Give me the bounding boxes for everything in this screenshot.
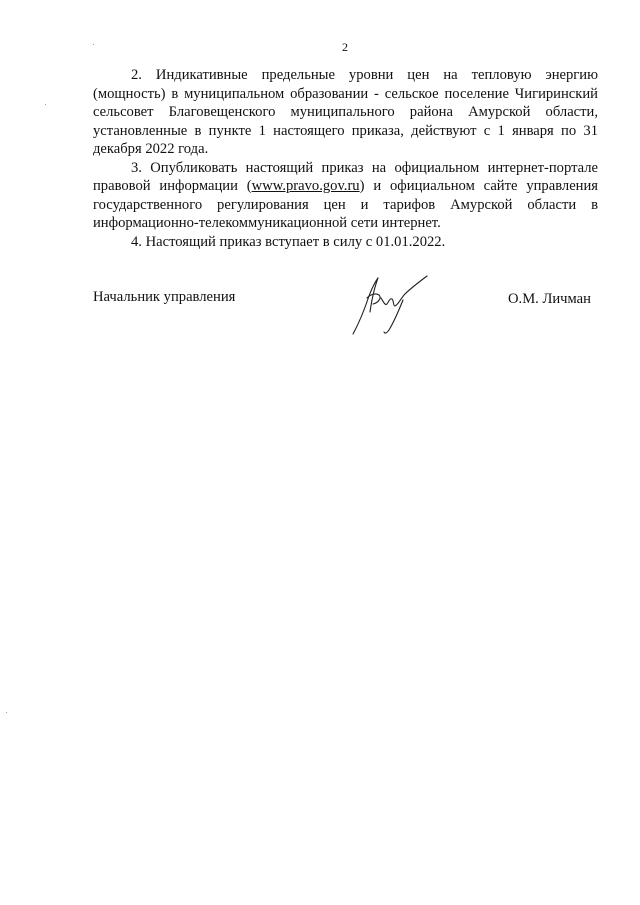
paragraph-2: 2. Индикативные предельные уровни цен на тепловую энергию (мощность) в муниципальном образовании - сельское поселение Чигиринский сельсовет Благовещенского муниципального района Амурской области, установленные в пункте 1 настоящего приказа, действуют с 1 января по 31 декабря 2022 года. [93, 67, 598, 157]
document-body [93, 66, 598, 251]
paragraph-3 [93, 159, 598, 233]
pravo-link[interactable]: www.pravo.gov.ru [251, 178, 360, 194]
signatory-name: О.М. Личман [508, 291, 591, 307]
scan-speck [45, 104, 46, 105]
paragraph-3-text-start: 3. Опубликовать настоящий приказ на официальном интернет-портале правовой информации ( [93, 159, 598, 194]
page-number: 2 [342, 40, 348, 54]
signature-block [0, 268, 640, 338]
paragraph-3-text-end: ) и официальном сайте управления государственного регулирования цен и тарифов Амурской области в информационно-телекоммуникационной сети интернет. [93, 178, 598, 231]
signatory-position: Начальник управления [93, 289, 236, 305]
handwritten-signature [345, 268, 445, 338]
scan-speck [6, 712, 7, 713]
scan-speck [93, 44, 94, 45]
paragraph-4: 4. Настоящий приказ вступает в силу с 01.01.2022. [131, 233, 446, 250]
